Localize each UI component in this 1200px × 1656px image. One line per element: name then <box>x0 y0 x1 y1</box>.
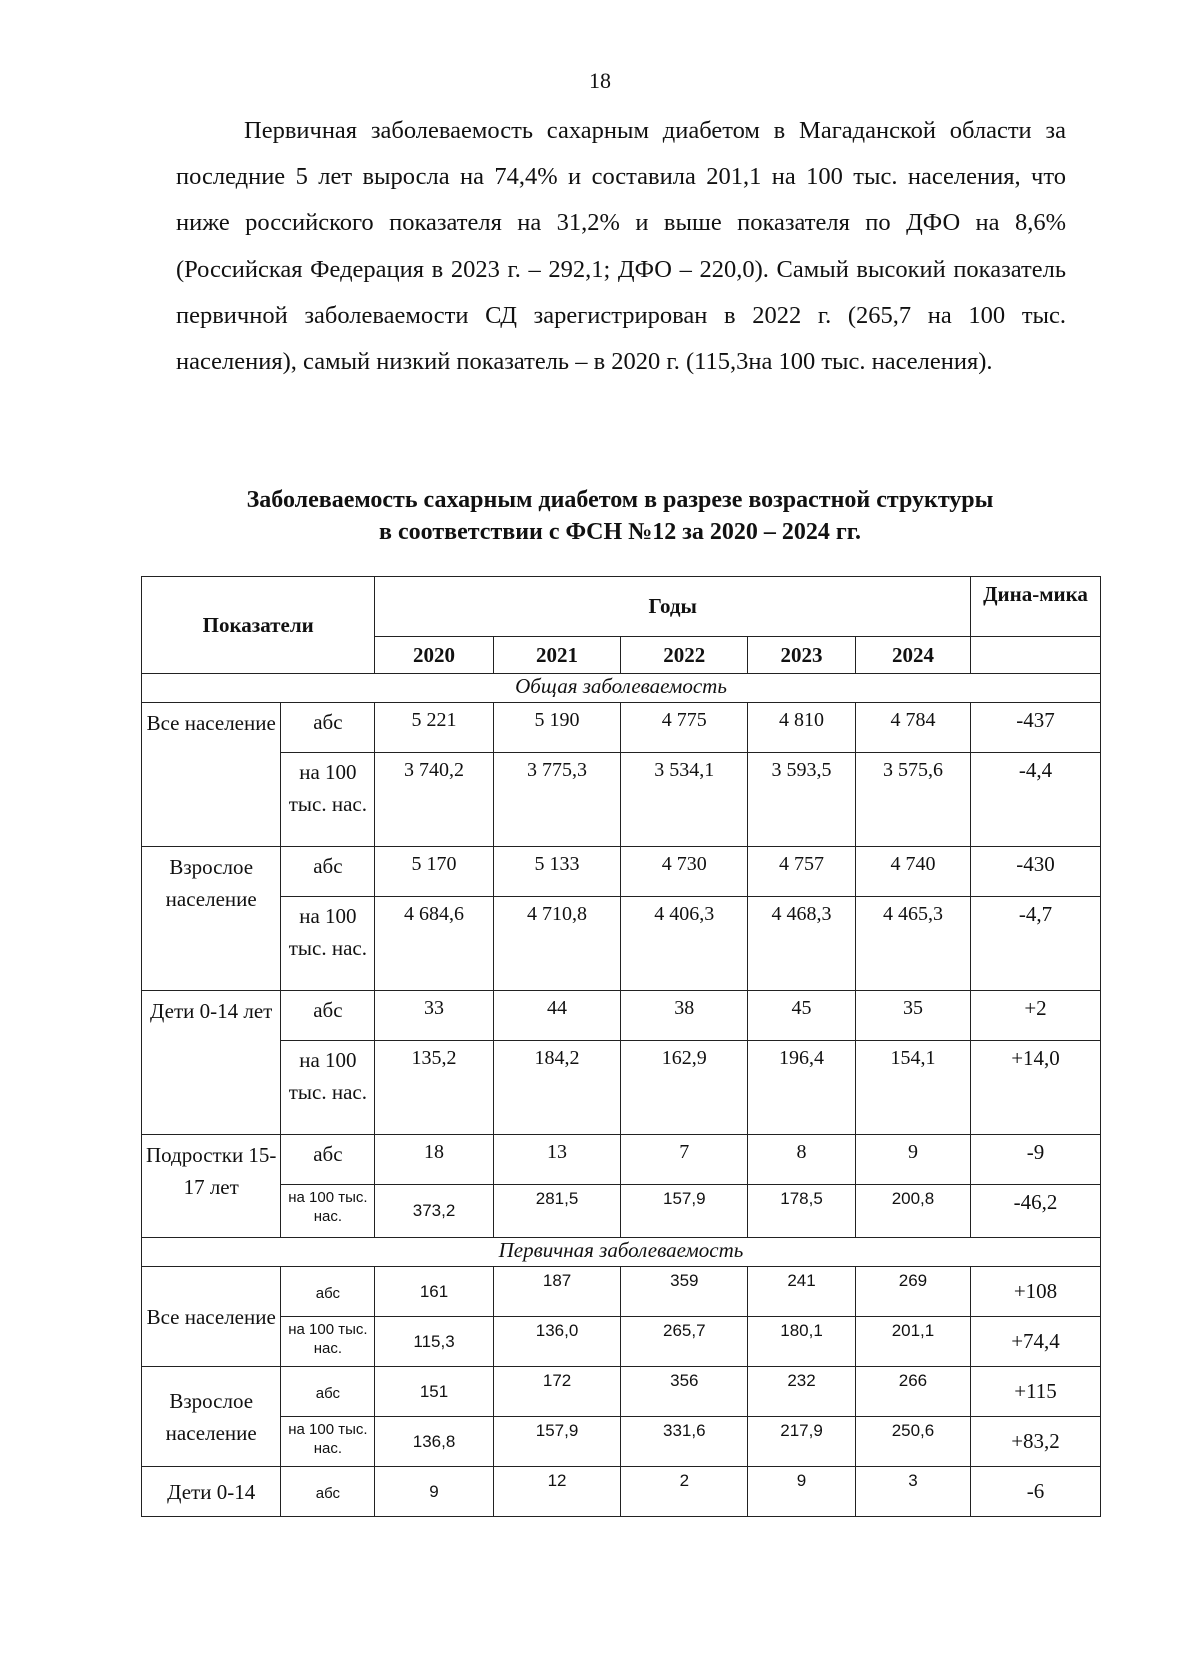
cell: 373,2 <box>375 1185 493 1238</box>
dynamics-cell: -430 <box>971 847 1101 897</box>
cell: 4 710,8 <box>493 897 621 991</box>
cell: 5 133 <box>493 847 621 897</box>
cell: 281,5 <box>493 1185 621 1238</box>
unit-abs: абс <box>281 847 375 897</box>
cell: 196,4 <box>748 1041 856 1135</box>
cell: 359 <box>621 1267 748 1317</box>
unit-rate: на 100 тыс. нас. <box>281 1041 375 1135</box>
cell: 2 <box>621 1467 748 1517</box>
dynamics-cell: -9 <box>971 1135 1101 1185</box>
cell: 4 740 <box>855 847 970 897</box>
cell: 5 190 <box>493 703 621 753</box>
cell: 217,9 <box>748 1417 856 1467</box>
dynamics-cell: +14,0 <box>971 1041 1101 1135</box>
cell: 4 810 <box>748 703 856 753</box>
cell: 232 <box>748 1367 856 1417</box>
cell: 269 <box>855 1267 970 1317</box>
header-dynamics: Дина-мика <box>971 577 1101 637</box>
year-2021: 2021 <box>493 637 621 674</box>
cell: 172 <box>493 1367 621 1417</box>
unit-rate: на 100 тыс. нас. <box>281 897 375 991</box>
cell: 201,1 <box>855 1317 970 1367</box>
cell: 13 <box>493 1135 621 1185</box>
dynamics-cell: +115 <box>971 1367 1101 1417</box>
cell: 187 <box>493 1267 621 1317</box>
cell: 8 <box>748 1135 856 1185</box>
cell: 162,9 <box>621 1041 748 1135</box>
group-label: Взрослое население <box>142 847 281 991</box>
cell: 38 <box>621 991 748 1041</box>
dynamics-cell: -46,2 <box>971 1185 1101 1238</box>
group-label: Все население <box>142 1267 281 1367</box>
incidence-table <box>141 576 1101 1517</box>
cell: 200,8 <box>855 1185 970 1238</box>
table-title <box>140 484 1100 548</box>
unit-abs: абс <box>281 991 375 1041</box>
unit-abs: абс <box>281 703 375 753</box>
year-2020: 2020 <box>375 637 493 674</box>
year-2022: 2022 <box>621 637 748 674</box>
cell: 180,1 <box>748 1317 856 1367</box>
cell: 3 593,5 <box>748 753 856 847</box>
cell: 157,9 <box>493 1417 621 1467</box>
cell: 241 <box>748 1267 856 1317</box>
cell: 12 <box>493 1467 621 1517</box>
cell: 35 <box>855 991 970 1041</box>
body-paragraph: Первичная заболеваемость сахарным диабетом в Магаданской области за последние 5 лет выросла на 74,4% и составила 201,1 на 100 тыс. населения, что ниже российского показателя на 31,2% и выше показателя по ДФО на 8,6% (Российская Федерация в 2023 г. – 292,1; ДФО – 220,0). Самый высокий показатель первичной заболеваемости СД зарегистрирован в 2022 г. (265,7 на 100 тыс. населения), самый низкий показатель – в 2020 г. (115,3на 100 тыс. населения). <box>176 117 1066 376</box>
table-title-line-1: Заболеваемость сахарным диабетом в разрезе возрастной структуры <box>246 487 994 513</box>
cell: 115,3 <box>375 1317 493 1367</box>
cell: 178,5 <box>748 1185 856 1238</box>
cell: 4 465,3 <box>855 897 970 991</box>
dynamics-cell: -4,7 <box>971 897 1101 991</box>
group-label: Дети 0-14 лет <box>142 991 281 1135</box>
cell: 356 <box>621 1367 748 1417</box>
cell: 5 170 <box>375 847 493 897</box>
cell: 4 775 <box>621 703 748 753</box>
cell: 3 <box>855 1467 970 1517</box>
unit-rate: на 100 тыс. нас. <box>281 1317 375 1367</box>
unit-abs: абс <box>281 1467 375 1517</box>
group-label: Все население <box>142 703 281 847</box>
cell: 266 <box>855 1367 970 1417</box>
cell: 250,6 <box>855 1417 970 1467</box>
cell: 4 730 <box>621 847 748 897</box>
dynamics-cell: +74,4 <box>971 1317 1101 1367</box>
cell: 157,9 <box>621 1185 748 1238</box>
unit-abs: абс <box>281 1367 375 1417</box>
unit-rate: на 100 тыс. нас. <box>281 1185 375 1238</box>
unit-abs: абс <box>281 1267 375 1317</box>
cell: 5 221 <box>375 703 493 753</box>
cell: 4 406,3 <box>621 897 748 991</box>
dynamics-cell: +2 <box>971 991 1101 1041</box>
section-general-incidence: Общая заболеваемость <box>142 674 1101 703</box>
cell: 3 575,6 <box>855 753 970 847</box>
dynamics-cell: -437 <box>971 703 1101 753</box>
table-title-line-2: в соответствии с ФСН №12 за 2020 – 2024 гг. <box>379 519 861 545</box>
cell: 135,2 <box>375 1041 493 1135</box>
cell: 4 757 <box>748 847 856 897</box>
section-primary-incidence: Первичная заболеваемость <box>142 1238 1101 1267</box>
cell: 7 <box>621 1135 748 1185</box>
cell: 18 <box>375 1135 493 1185</box>
cell: 4 468,3 <box>748 897 856 991</box>
cell: 9 <box>375 1467 493 1517</box>
dynamics-empty-cell <box>971 637 1101 674</box>
cell: 44 <box>493 991 621 1041</box>
group-label: Подростки 15-17 лет <box>142 1135 281 1238</box>
cell: 154,1 <box>855 1041 970 1135</box>
header-indicators: Показатели <box>142 577 375 674</box>
cell: 331,6 <box>621 1417 748 1467</box>
group-label: Дети 0-14 <box>142 1467 281 1517</box>
dynamics-cell: +83,2 <box>971 1417 1101 1467</box>
cell: 161 <box>375 1267 493 1317</box>
cell: 265,7 <box>621 1317 748 1367</box>
cell: 3 534,1 <box>621 753 748 847</box>
header-years: Годы <box>375 577 971 637</box>
cell: 3 775,3 <box>493 753 621 847</box>
unit-abs: абс <box>281 1135 375 1185</box>
cell: 151 <box>375 1367 493 1417</box>
cell: 9 <box>748 1467 856 1517</box>
cell: 45 <box>748 991 856 1041</box>
dynamics-cell: -6 <box>971 1467 1101 1517</box>
cell: 33 <box>375 991 493 1041</box>
group-label: Взрослое население <box>142 1367 281 1467</box>
page-number: 18 <box>589 68 611 93</box>
year-2024: 2024 <box>855 637 970 674</box>
year-2023: 2023 <box>748 637 856 674</box>
cell: 184,2 <box>493 1041 621 1135</box>
cell: 4 784 <box>855 703 970 753</box>
cell: 4 684,6 <box>375 897 493 991</box>
cell: 9 <box>855 1135 970 1185</box>
dynamics-cell: -4,4 <box>971 753 1101 847</box>
dynamics-cell: +108 <box>971 1267 1101 1317</box>
unit-rate: на 100 тыс. нас. <box>281 753 375 847</box>
unit-rate: на 100 тыс. нас. <box>281 1417 375 1467</box>
cell: 3 740,2 <box>375 753 493 847</box>
cell: 136,8 <box>375 1417 493 1467</box>
cell: 136,0 <box>493 1317 621 1367</box>
